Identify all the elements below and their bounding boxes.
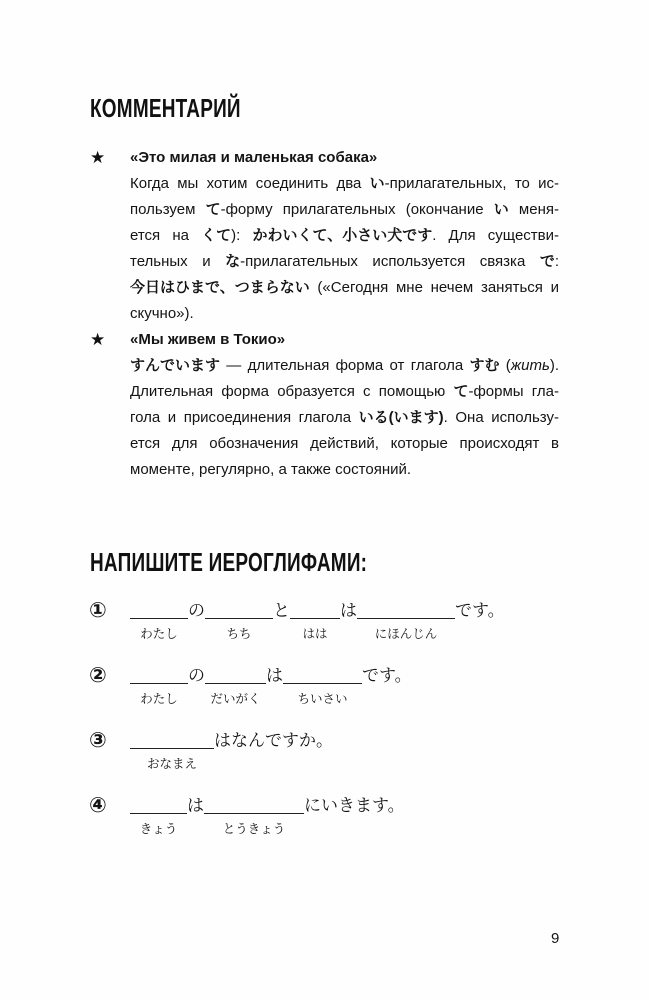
answer-blank — [357, 618, 455, 641]
line-text: . Для существи- — [432, 227, 559, 244]
reading-hint: きょう — [139, 821, 178, 836]
star-bullet-icon: ★ — [90, 330, 106, 350]
japanese-term: い — [369, 175, 385, 192]
line-text: : — [554, 253, 559, 270]
reading-hint: ちち — [226, 626, 252, 641]
sentence-text: にいきます。 — [304, 796, 405, 816]
line-text: скучно»). — [130, 305, 194, 322]
exercise-item-4 — [89, 793, 405, 836]
sentence-text: です。 — [362, 666, 412, 686]
reading-hint: わたし — [140, 691, 178, 706]
comment-text-block — [90, 145, 560, 483]
comment-heading-text: «Это милая и маленькая собака» — [130, 149, 378, 166]
line-text: меня- — [508, 201, 559, 218]
reading-hint: はは — [302, 626, 328, 641]
line-text: -форму прилагательных (окончание — [220, 201, 494, 218]
reading-hint: にほんじん — [374, 626, 438, 641]
reading-hint: おなまえ — [146, 756, 197, 771]
reading-hint: だいがく — [210, 691, 261, 706]
line-text: моменте, регулярно, а также состояний. — [130, 461, 412, 478]
japanese-term: すんでいます — [130, 357, 221, 374]
japanese-term: で — [539, 253, 555, 270]
answer-blank — [130, 813, 187, 836]
reading-hint: とうきょう — [222, 821, 286, 836]
answer-blank — [130, 748, 214, 771]
answer-blank — [290, 618, 340, 641]
item-number: ① — [89, 598, 107, 622]
answer-blank — [205, 683, 266, 706]
exercise-item-3 — [89, 728, 333, 771]
japanese-term: て — [205, 201, 221, 218]
item-number: ③ — [89, 728, 107, 752]
line-text: — длительная форма от глагола — [220, 357, 470, 374]
japanese-term: くて — [201, 227, 232, 244]
line-text: ): — [231, 227, 253, 244]
sentence-text: は — [266, 666, 283, 686]
line-text: Длительная форма образуется с помощью — [130, 383, 454, 400]
comment-line — [130, 301, 559, 327]
japanese-example: 今日はひまで、つまらない — [130, 279, 310, 296]
exercise-item-1 — [89, 598, 505, 641]
line-text: ( — [499, 357, 511, 374]
japanese-term: いる(います) — [358, 409, 444, 426]
comment-line — [130, 223, 559, 249]
sentence-text: と — [273, 601, 290, 621]
sentence-text: はなんですか。 — [214, 731, 333, 751]
line-text: ется на — [130, 227, 202, 244]
line-text: Когда мы хотим соединить два — [130, 175, 370, 192]
line-text: тельных и — [130, 253, 226, 270]
japanese-term: な — [225, 253, 241, 270]
comment-line — [130, 353, 559, 379]
japanese-example: かわいくて、小さい犬です — [252, 227, 433, 244]
item-number: ② — [89, 663, 107, 687]
sentence-text: は — [187, 796, 204, 816]
line-text: -прилагательных, то ис- — [384, 175, 559, 192]
line-text: пользуем — [130, 201, 206, 218]
line-text: гола и присоединения глагола — [130, 409, 359, 426]
answer-blank — [130, 683, 188, 706]
line-text: -формы гла- — [468, 383, 560, 400]
comment-line — [130, 275, 559, 301]
answer-blank — [283, 683, 362, 706]
japanese-term: すむ — [469, 357, 500, 374]
reading-hint: ちいさい — [297, 691, 348, 706]
sentence-text: の — [188, 601, 205, 621]
comment-heading — [90, 145, 559, 171]
comment-line — [130, 457, 559, 483]
comment-section-title: КОММЕНТАРИЙ — [90, 93, 241, 123]
sentence-text: の — [188, 666, 205, 686]
line-text: ется для обозначения действий, которые происходят в — [130, 435, 559, 452]
reading-hint: わたし — [140, 626, 178, 641]
japanese-term: て — [453, 383, 469, 400]
comment-line — [130, 405, 559, 431]
line-text: -прилагательных используется связка — [240, 253, 540, 270]
answer-blank — [205, 618, 273, 641]
item-number: ④ — [89, 793, 107, 817]
comment-line — [130, 431, 559, 457]
comment-heading — [90, 327, 559, 353]
comment-line — [130, 171, 559, 197]
star-bullet-icon: ★ — [90, 148, 106, 168]
line-text: («Сегодня мне нечем заняться и — [309, 279, 559, 296]
answer-blank — [130, 618, 188, 641]
line-text: . Она использу- — [443, 409, 559, 426]
line-text: ). — [549, 357, 559, 374]
japanese-term: い — [493, 201, 509, 218]
exercise-section-title: НАПИШИТЕ ИЕРОГЛИФАМИ: — [90, 547, 368, 577]
page-number: 9 — [551, 930, 560, 947]
comment-line — [130, 249, 559, 275]
answer-blank — [204, 813, 304, 836]
sentence-text: です。 — [455, 601, 505, 621]
comment-line — [130, 197, 559, 223]
exercise-item-2 — [89, 663, 412, 706]
comment-line — [130, 379, 559, 405]
comment-heading-text: «Мы живем в Токио» — [130, 331, 286, 348]
sentence-text: は — [340, 601, 357, 621]
translation-italic: жить — [510, 357, 550, 374]
